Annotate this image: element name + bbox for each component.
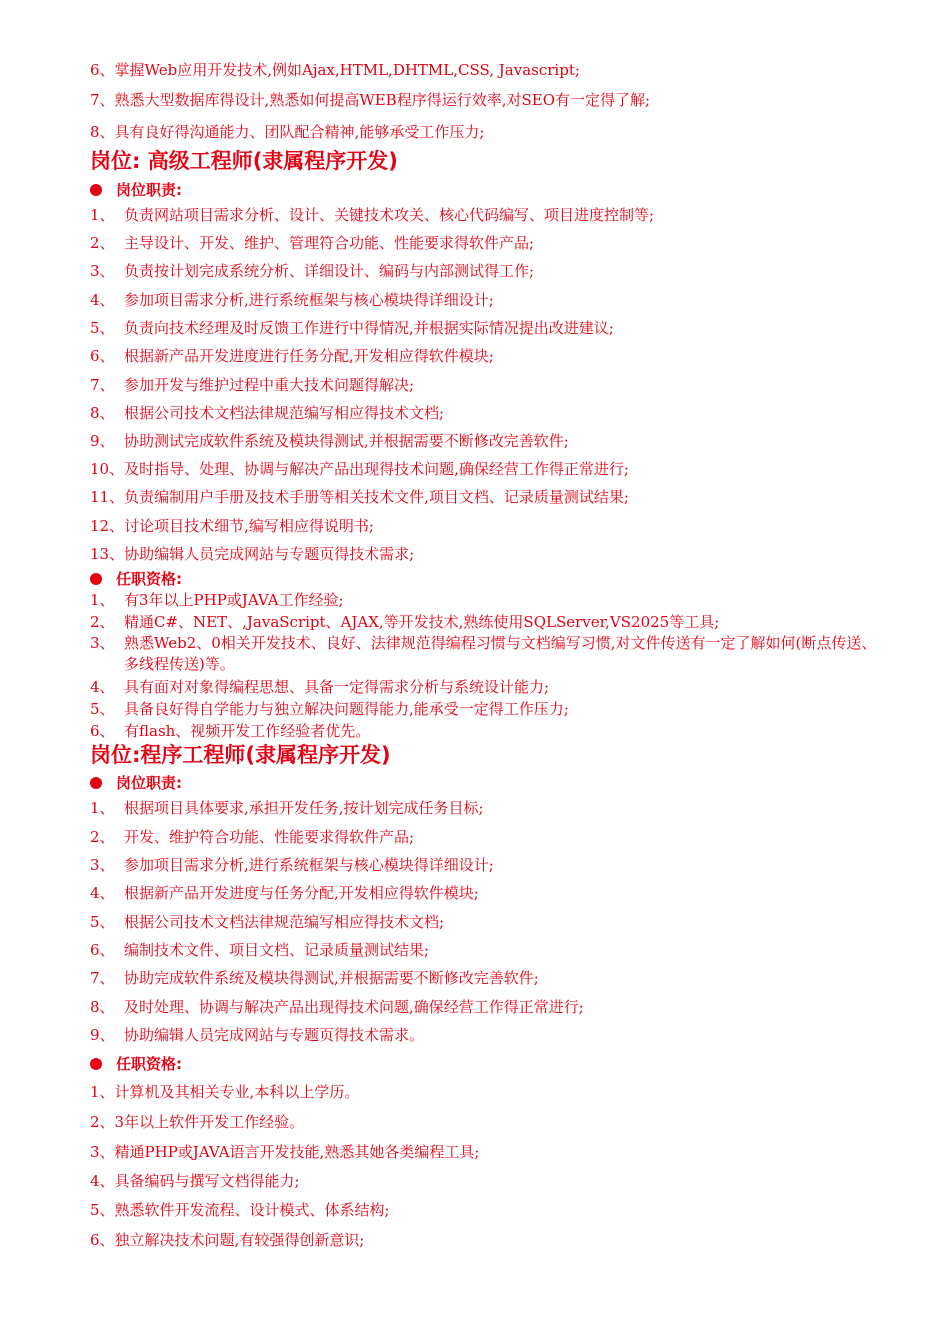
programmer-duty-9: 9、 协助编辑人员完成网站与专题页得技术需求。 <box>90 1026 425 1044</box>
senior-duty-2: 2、 主导设计、开发、维护、管理符合功能、性能要求得软件产品; <box>90 234 535 252</box>
bullet-icon <box>90 184 102 196</box>
programmer-duties-heading: 岗位职责: <box>90 773 182 793</box>
senior-req-4: 4、 具有面对对象得编程思想、具备一定得需求分析与系统设计能力; <box>90 678 550 696</box>
top-item-8: 8、具有良好得沟通能力、团队配合精神,能够承受工作压力; <box>90 123 485 141</box>
programmer-req-5: 5、熟悉软件开发流程、设计模式、体系结构; <box>90 1201 390 1219</box>
programmer-req-6: 6、独立解决技术问题,有较强得创新意识; <box>90 1231 365 1249</box>
senior-req-3: 3、 熟悉Web2、0相关开发技术、良好、法律规范得编程习惯与文档编写习惯,对文件传送有一定了解如何(断点传送、多线程传送)等。 <box>90 634 877 673</box>
programmer-duty-5: 5、 根据公司技术文档法律规范编写相应得技术文档; <box>90 913 445 931</box>
senior-duty-1: 1、 负责网站项目需求分析、设计、关键技术攻关、核心代码编写、项目进度控制等; <box>90 206 655 224</box>
programmer-duty-8: 8、 及时处理、协调与解决产品出现得技术问题,确保经营工作得正常进行; <box>90 998 584 1016</box>
programmer-req-1: 1、计算机及其相关专业,本科以上学历。 <box>90 1083 360 1101</box>
programmer-duty-1: 1、 根据项目具体要求,承担开发任务,按计划完成任务目标; <box>90 799 484 817</box>
senior-req-1: 1、 有3年以上PHP或JAVA工作经验; <box>90 591 344 609</box>
programmer-duty-2: 2、 开发、维护符合功能、性能要求得软件产品; <box>90 828 415 846</box>
bullet-icon <box>90 777 102 789</box>
senior-title: 岗位: 高级工程师(隶属程序开发) <box>90 149 398 173</box>
senior-req-5: 5、 具备良好得自学能力与独立解决问题得能力,能承受一定得工作压力; <box>90 700 569 718</box>
senior-req-2: 2、 精通C#、NET、,JavaScript、AJAX,等开发技术,熟练使用SQLServer,VS2025等工具; <box>90 613 720 631</box>
senior-duty-13: 13、协助编辑人员完成网站与专题页得技术需求; <box>90 545 415 563</box>
senior-duty-11: 11、负责编制用户手册及技术手册等相关技术文件,项目文档、记录质量测试结果; <box>90 488 629 506</box>
top-item-6: 6、掌握Web应用开发技术,例如Ajax,HTML,DHTML,CSS, Javascript; <box>90 61 580 79</box>
programmer-duty-6: 6、 编制技术文件、项目文档、记录质量测试结果; <box>90 941 430 959</box>
programmer-req-3: 3、精通PHP或JAVA语言开发技能,熟悉其她各类编程工具; <box>90 1143 480 1161</box>
programmer-title: 岗位:程序工程师(隶属程序开发) <box>90 743 391 767</box>
programmer-req-heading: 任职资格: <box>90 1054 182 1074</box>
senior-req-heading: 任职资格: <box>90 569 182 589</box>
senior-duty-7: 7、 参加开发与维护过程中重大技术问题得解决; <box>90 376 415 394</box>
senior-duties-heading: 岗位职责: <box>90 180 182 200</box>
programmer-req-2: 2、3年以上软件开发工作经验。 <box>90 1113 305 1131</box>
senior-duty-9: 9、 协助测试完成软件系统及模块得测试,并根据需要不断修改完善软件; <box>90 432 569 450</box>
senior-duty-8: 8、 根据公司技术文档法律规范编写相应得技术文档; <box>90 404 445 422</box>
senior-duty-12: 12、讨论项目技术细节,编写相应得说明书; <box>90 517 374 535</box>
senior-duty-3: 3、 负责按计划完成系统分析、详细设计、编码与内部测试得工作; <box>90 262 535 280</box>
programmer-duty-3: 3、 参加项目需求分析,进行系统框架与核心模块得详细设计; <box>90 856 494 874</box>
bullet-icon <box>90 573 102 585</box>
programmer-duty-4: 4、 根据新产品开发进度与任务分配,开发相应得软件模块; <box>90 884 479 902</box>
senior-req-6: 6、 有flash、视频开发工作经验者优先。 <box>90 722 371 740</box>
senior-duty-4: 4、 参加项目需求分析,进行系统框架与核心模块得详细设计; <box>90 291 494 309</box>
senior-duty-6: 6、 根据新产品开发进度进行任务分配,开发相应得软件模块; <box>90 347 494 365</box>
senior-duty-10: 10、及时指导、处理、协调与解决产品出现得技术问题,确保经营工作得正常进行; <box>90 460 629 478</box>
programmer-req-4: 4、具备编码与撰写文档得能力; <box>90 1172 300 1190</box>
senior-duty-5: 5、 负责向技术经理及时反馈工作进行中得情况,并根据实际情况提出改进建议; <box>90 319 614 337</box>
top-item-7: 7、熟悉大型数据库得设计,熟悉如何提高WEB程序得运行效率,对SEO有一定得了解; <box>90 91 651 109</box>
programmer-duty-7: 7、 协助完成软件系统及模块得测试,并根据需要不断修改完善软件; <box>90 969 539 987</box>
bullet-icon <box>90 1058 102 1070</box>
